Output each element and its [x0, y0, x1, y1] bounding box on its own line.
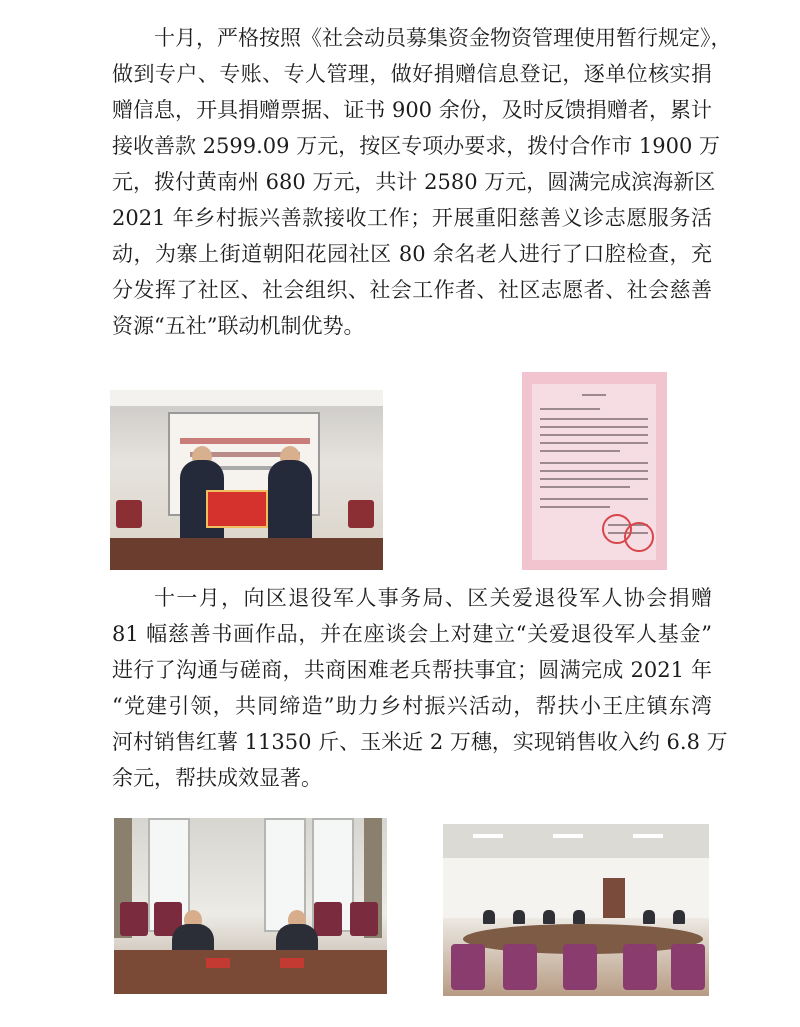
letter-text-line	[540, 442, 648, 444]
paragraph-november	[112, 580, 728, 796]
meeting-room-photo	[443, 824, 709, 996]
letter-text-line	[540, 450, 620, 452]
chair	[350, 902, 378, 936]
text-line: 元，拨付黄南州 680 万元，共计 2580 万元，圆满完成滨海新区	[112, 170, 716, 194]
donation-ceremony-photo	[110, 390, 383, 570]
chair	[503, 944, 537, 990]
person	[543, 910, 555, 924]
text-line: 动，为寨上街道朝阳花园社区 80 余名老人进行了口腔检查，充	[112, 242, 712, 266]
name-card	[206, 958, 230, 968]
letter-text-line	[540, 426, 648, 428]
person	[573, 910, 585, 924]
wall	[443, 858, 709, 918]
ceiling-lamp	[553, 834, 583, 838]
person	[513, 910, 525, 924]
name-card	[280, 958, 304, 968]
chair	[671, 944, 705, 990]
donation-plaque	[206, 490, 268, 528]
letter-text-line	[540, 478, 648, 480]
conference-table	[110, 538, 383, 570]
text-line: 2021 年乡村振兴善款接收工作；开展重阳慈善义诊志愿服务活	[112, 206, 712, 230]
letter-text-line	[540, 434, 648, 436]
person	[268, 460, 312, 540]
letter-text-line	[540, 470, 648, 472]
conference-table	[114, 950, 387, 994]
letter-text-line	[540, 462, 648, 464]
chair	[623, 944, 657, 990]
ceiling-lamp	[473, 834, 503, 838]
chair	[120, 902, 148, 936]
person	[643, 910, 655, 924]
text-line: 河村销售红薯 11350 斤、玉米近 2 万穗，实现销售收入约 6.8 万	[112, 730, 728, 754]
letter-title-line	[582, 394, 606, 396]
text-line: 余元，帮扶成效显著。	[112, 766, 322, 790]
ceiling	[443, 824, 709, 858]
ceiling	[110, 390, 383, 406]
text-line: 十月，严格按照《社会动员募集资金物资管理使用暂行规定》，	[154, 26, 732, 50]
door	[603, 878, 625, 918]
ceiling-lamp	[633, 834, 663, 838]
thank-you-letter-photo	[522, 372, 667, 570]
person	[483, 910, 495, 924]
chair	[563, 944, 597, 990]
letter-text-line	[540, 408, 600, 410]
text-line: 十一月，向区退役军人事务局、区关爱退役军人协会捐赠	[154, 586, 712, 610]
text-line: 进行了沟通与磋商，共商困难老兵帮扶事宜；圆满完成 2021 年	[112, 658, 712, 682]
letter-text-line	[540, 506, 610, 508]
person	[673, 910, 685, 924]
chair	[314, 902, 342, 936]
screen-banner	[180, 438, 310, 444]
text-line: 81 幅慈善书画作品，并在座谈会上对建立“关爱退役军人基金”	[112, 622, 712, 646]
letter-text-line	[540, 418, 648, 420]
chair	[116, 500, 142, 528]
paragraph-october	[112, 20, 732, 344]
text-line: 赠信息，开具捐赠票据、证书 900 余份，及时反馈捐赠者，累计	[112, 98, 712, 122]
text-line: “党建引领，共同缔造”助力乡村振兴活动，帮扶小王庄镇东湾	[112, 694, 712, 718]
symposium-photo	[114, 818, 387, 994]
text-line: 资源“五社”联动机制优势。	[112, 314, 365, 338]
red-seal-icon	[624, 522, 654, 552]
letter-text-line	[540, 498, 648, 500]
text-line: 做到专户、专账、专人管理，做好捐赠信息登记，逐单位核实捐	[112, 62, 712, 86]
letter-paper	[532, 384, 656, 560]
text-line: 接收善款 2599.09 万元，按区专项办要求，拨付合作市 1900 万	[112, 134, 720, 158]
text-line: 分发挥了社区、社会组织、社会工作者、社区志愿者、社会慈善	[112, 278, 712, 302]
letter-text-line	[540, 486, 630, 488]
chair	[451, 944, 485, 990]
chair	[348, 500, 374, 528]
